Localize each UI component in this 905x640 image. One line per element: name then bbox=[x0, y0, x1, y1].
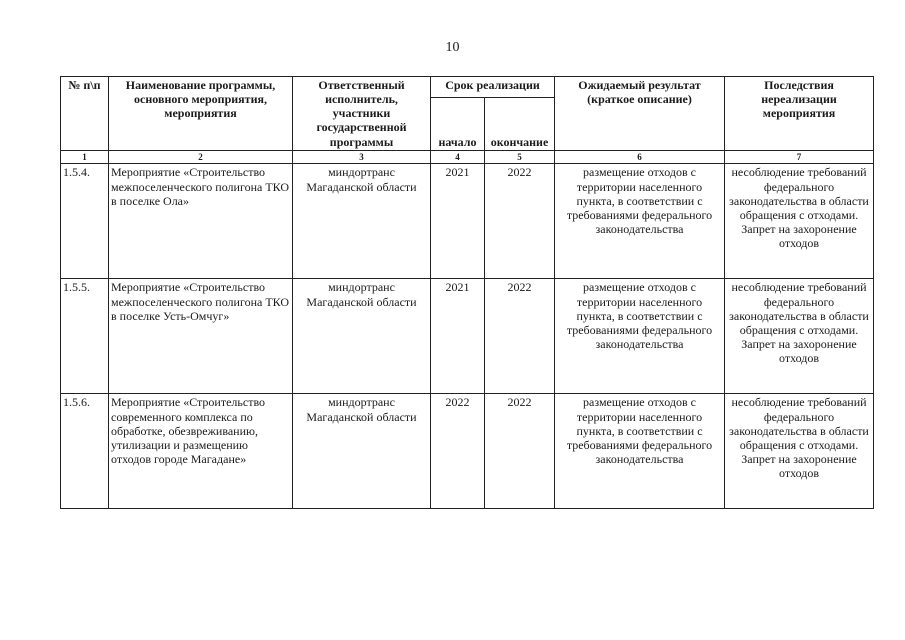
row-name: Мероприятие «Строительство современного комплекса по обработке, обезвреживанию, утилизации и размещению отходов городе Магадане» bbox=[109, 394, 293, 509]
header-period: Срок реализации bbox=[431, 77, 555, 98]
row-name: Мероприятие «Строительство межпоселенческого полигона ТКО в поселке Ола» bbox=[109, 164, 293, 279]
column-number-row bbox=[61, 150, 874, 164]
column-number: 5 bbox=[485, 150, 555, 164]
column-number: 1 bbox=[61, 150, 109, 164]
row-num: 1.5.5. bbox=[61, 279, 109, 394]
program-table bbox=[60, 76, 874, 509]
column-number: 3 bbox=[293, 150, 431, 164]
column-number: 2 bbox=[109, 150, 293, 164]
row-num: 1.5.6. bbox=[61, 394, 109, 509]
row-consequences: несоблюдение требований федерального законодательства в области обращения с отходами. Запрет на захоронение отходов bbox=[725, 164, 874, 279]
row-result: размещение отходов с территории населенного пункта, в соответствии с требованиями федерального законодательства bbox=[555, 279, 725, 394]
row-start: 2022 bbox=[431, 394, 485, 509]
row-consequences: несоблюдение требований федерального законодательства в области обращения с отходами. Запрет на захоронение отходов bbox=[725, 279, 874, 394]
header-num: № п\п bbox=[61, 77, 109, 151]
header-start: начало bbox=[431, 98, 485, 151]
header-executor: Ответственный исполнитель, участники государственной программы bbox=[293, 77, 431, 151]
row-executor: миндортранс Магаданской области bbox=[293, 164, 431, 279]
row-executor: миндортранс Магаданской области bbox=[293, 279, 431, 394]
row-result: размещение отходов с территории населенного пункта, в соответствии с требованиями федерального законодательства bbox=[555, 394, 725, 509]
table-row bbox=[61, 279, 874, 394]
row-end: 2022 bbox=[485, 279, 555, 394]
column-number: 4 bbox=[431, 150, 485, 164]
row-start: 2021 bbox=[431, 164, 485, 279]
row-consequences: несоблюдение требований федерального законодательства в области обращения с отходами. Запрет на захоронение отходов bbox=[725, 394, 874, 509]
header-consequences: Последствия нереализации мероприятия bbox=[725, 77, 874, 151]
page-number: 10 bbox=[445, 40, 460, 55]
header-name: Наименование программы, основного мероприятия, мероприятия bbox=[109, 77, 293, 151]
header-end: окончание bbox=[485, 98, 555, 151]
column-number: 6 bbox=[555, 150, 725, 164]
header-result: Ожидаемый результат (краткое описание) bbox=[555, 77, 725, 151]
table-row bbox=[61, 164, 874, 279]
row-name: Мероприятие «Строительство межпоселенческого полигона ТКО в поселке Усть-Омчуг» bbox=[109, 279, 293, 394]
row-end: 2022 bbox=[485, 394, 555, 509]
column-number: 7 bbox=[725, 150, 874, 164]
row-result: размещение отходов с территории населенного пункта, в соответствии с требованиями федерального законодательства bbox=[555, 164, 725, 279]
row-start: 2021 bbox=[431, 279, 485, 394]
row-executor: миндортранс Магаданской области bbox=[293, 394, 431, 509]
row-end: 2022 bbox=[485, 164, 555, 279]
row-num: 1.5.4. bbox=[61, 164, 109, 279]
header-row bbox=[61, 77, 874, 98]
table-row bbox=[61, 394, 874, 509]
